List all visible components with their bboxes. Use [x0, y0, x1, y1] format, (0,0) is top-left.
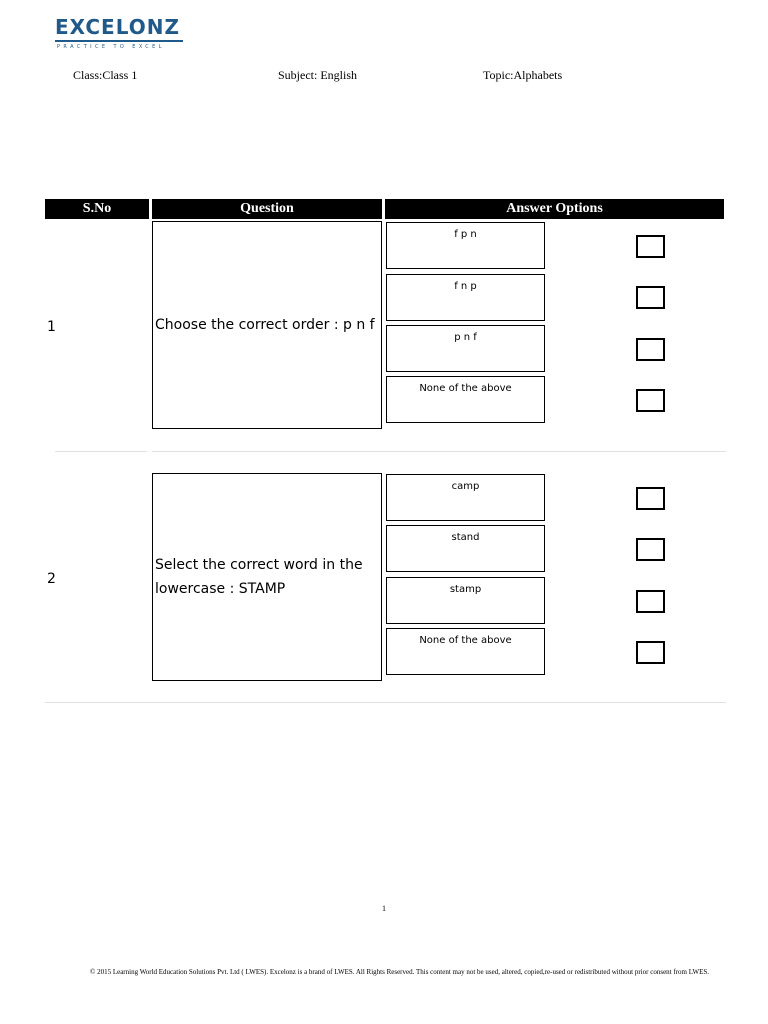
row-1-option-3: p n f [386, 325, 545, 372]
row-2-option-3: stamp [386, 577, 545, 624]
row-1-option-2: f n p [386, 274, 545, 321]
row-2-sno: 2 [47, 571, 56, 587]
row-2-checkbox-3[interactable] [636, 590, 665, 613]
logo-underline [55, 40, 183, 42]
topic-label: Topic:Alphabets [483, 68, 563, 82]
class-label: Class:Class 1 [73, 68, 138, 82]
row-1-checkbox-1[interactable] [636, 235, 665, 258]
row-2-divider [45, 702, 726, 703]
page-number: 1 [382, 904, 386, 913]
copyright-footer: © 2015 Learning World Education Solutions Pvt. Ltd ( LWES). Excelonz is a brand of LWES. All Rights Reserved. This content may not be used, altered, copied,re-used or redistributed without prior consent from LWES. [90, 968, 710, 976]
row-1-divider [152, 451, 726, 452]
subject-label: Subject: English [278, 68, 357, 82]
header-question: Question [152, 199, 382, 219]
row-1-checkbox-2[interactable] [636, 286, 665, 309]
excelonz-logo [55, 16, 190, 48]
row-1-checkbox-3[interactable] [636, 338, 665, 361]
logo-wordmark: EXCELONZ [55, 15, 180, 39]
row-2-question-box [152, 473, 382, 681]
row-2-question-text: Select the correct word in the lowercase : STAMP [155, 557, 363, 597]
row-2-option-1: camp [386, 474, 545, 521]
row-2-checkbox-4[interactable] [636, 641, 665, 664]
row-2-checkbox-1[interactable] [636, 487, 665, 510]
row-2-option-4: None of the above [386, 628, 545, 675]
row-1-question-box [152, 221, 382, 429]
row-1-question-text: Choose the correct order : p n f [155, 317, 375, 333]
logo-tagline: PRACTICE TO EXCEL [57, 44, 165, 50]
header-sno: S.No [45, 199, 149, 219]
row-1-option-1: f p n [386, 222, 545, 269]
row-2-checkbox-2[interactable] [636, 538, 665, 561]
row-1-option-4: None of the above [386, 376, 545, 423]
row-1-sno: 1 [47, 319, 56, 335]
row-1-divider-sno [55, 451, 147, 452]
row-2-option-2: stand [386, 525, 545, 572]
header-answer-options: Answer Options [385, 199, 724, 219]
row-1-checkbox-4[interactable] [636, 389, 665, 412]
